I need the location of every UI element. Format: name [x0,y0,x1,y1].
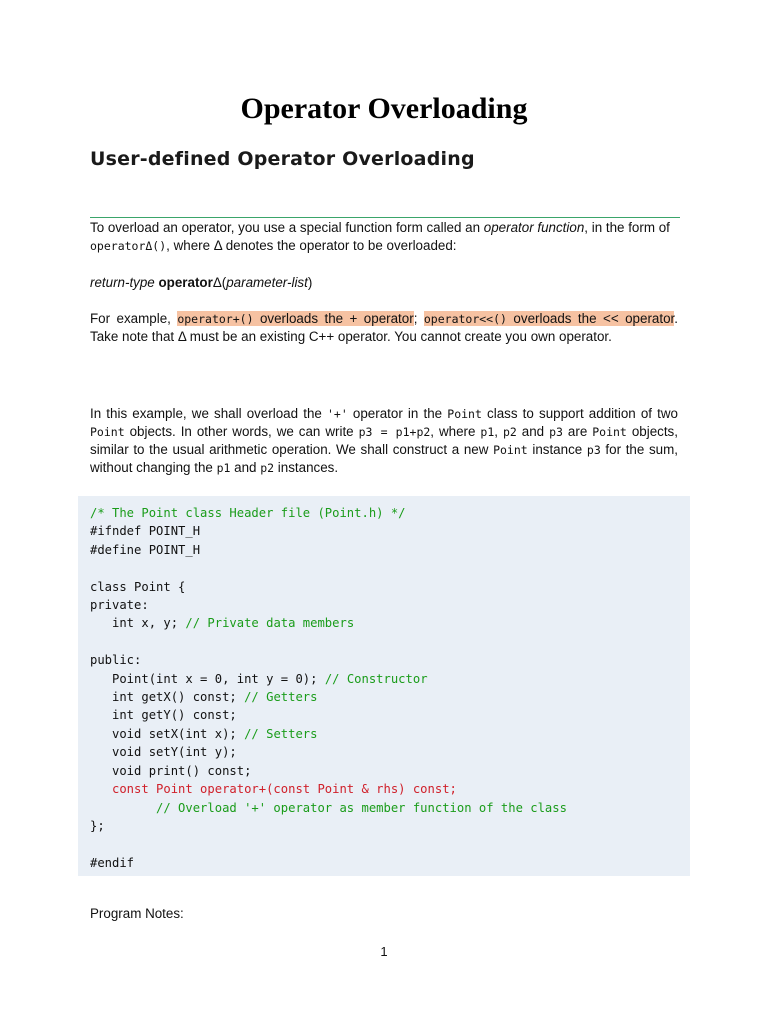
code-line: void setY(int y); [90,745,237,760]
syntax-line [90,274,678,292]
para-text: , where [430,424,481,439]
para-text: , [494,424,503,439]
example-text: ; [413,311,424,326]
example-text: For example, [90,311,178,326]
para-text: objects. In other words, we can write [124,424,359,439]
para-text: and [230,460,261,475]
intro-text: To overload an operator, you use a special function form called an [90,220,484,235]
code-line: class Point { [90,579,186,594]
inline-code: p1 [216,461,231,475]
page-number: 1 [380,944,388,959]
heading-rule [90,217,680,218]
example-text: . Take note that Δ must be an existing C++ operator. You cannot create you own operator. [90,311,678,344]
section-heading: User-defined Operator Overloading [90,148,475,170]
syntax-text: ) [307,275,313,290]
code-comment: // Setters [244,726,318,741]
inline-code: operatorΔ() [90,239,167,253]
para-text: and [516,424,550,439]
code-line: int x, y; [90,616,186,631]
page-title: Operator Overloading [240,92,528,125]
inline-code: p2 [260,461,275,475]
para-text: instances. [274,460,339,475]
code-line: #define POINT_H [90,542,201,557]
syntax-return-type: return-type [90,275,155,290]
inline-code: p3 [549,425,563,439]
inline-code: operator<<() [423,312,507,326]
highlight-shift [424,311,674,326]
program-notes-label: Program Notes: [90,906,184,921]
code-line: Point(int x = 0, int y = 0); [90,671,325,686]
code-line: public: [90,653,142,668]
code-line: }; [90,818,105,833]
para-text: for the sum, without changing the [90,442,678,475]
code-listing [78,496,690,876]
code-line: #endif [90,855,135,870]
para-text: operator in the [347,406,448,421]
code-comment: // Constructor [324,671,428,686]
syntax-text: Δ( [212,275,227,290]
inline-code: Point [90,425,125,439]
intro-text: , in the form of [584,220,670,235]
highlight-text: overloads the + operator [253,311,414,326]
inline-code: '+' [326,407,348,421]
code-comment: // Overload '+' operator as member function of the class [90,800,567,815]
inline-code: Point [493,443,528,457]
code-line: int getY() const; [90,708,237,723]
para-text: In this example, we shall overload the [90,406,327,421]
description-paragraph [90,405,678,477]
code-line: void print() const; [90,763,252,778]
para-text: are [562,424,593,439]
code-line: private: [90,598,149,613]
inline-code: p1 [480,425,495,439]
para-text: instance [527,442,587,457]
para-text: class to support addition of two [481,406,679,421]
para-text: objects, similar to the usual arithmetic operation. We shall construct a new [90,424,678,457]
inline-code: Point [592,425,627,439]
code-comment: // Private data members [185,616,355,631]
code-line: int getX() const; [90,690,245,705]
code-line-operator: const Point operator+(const Point & rhs) const; [90,782,457,797]
inline-code: p3 = p1+p2 [358,425,431,439]
inline-code: p2 [502,425,517,439]
code-comment: // Getters [244,690,318,705]
inline-code: operator+() [177,312,254,326]
inline-code: Point [447,407,482,421]
code-line: #ifndef POINT_H [90,524,201,539]
syntax-params: parameter-list [226,275,308,290]
code-line: /* The Point class Header file (Point.h) */ [90,506,406,520]
highlight-text: overloads the << operator [506,311,675,326]
syntax-keyword: operator [158,275,213,290]
intro-paragraph [90,219,678,255]
highlight-plus [177,311,413,326]
example-paragraph [90,310,678,346]
inline-code: p3 [586,443,601,457]
code-line: void setX(int x); [90,726,245,741]
intro-text: , where Δ denotes the operator to be overloaded: [166,238,457,253]
intro-term: operator function [483,220,585,235]
